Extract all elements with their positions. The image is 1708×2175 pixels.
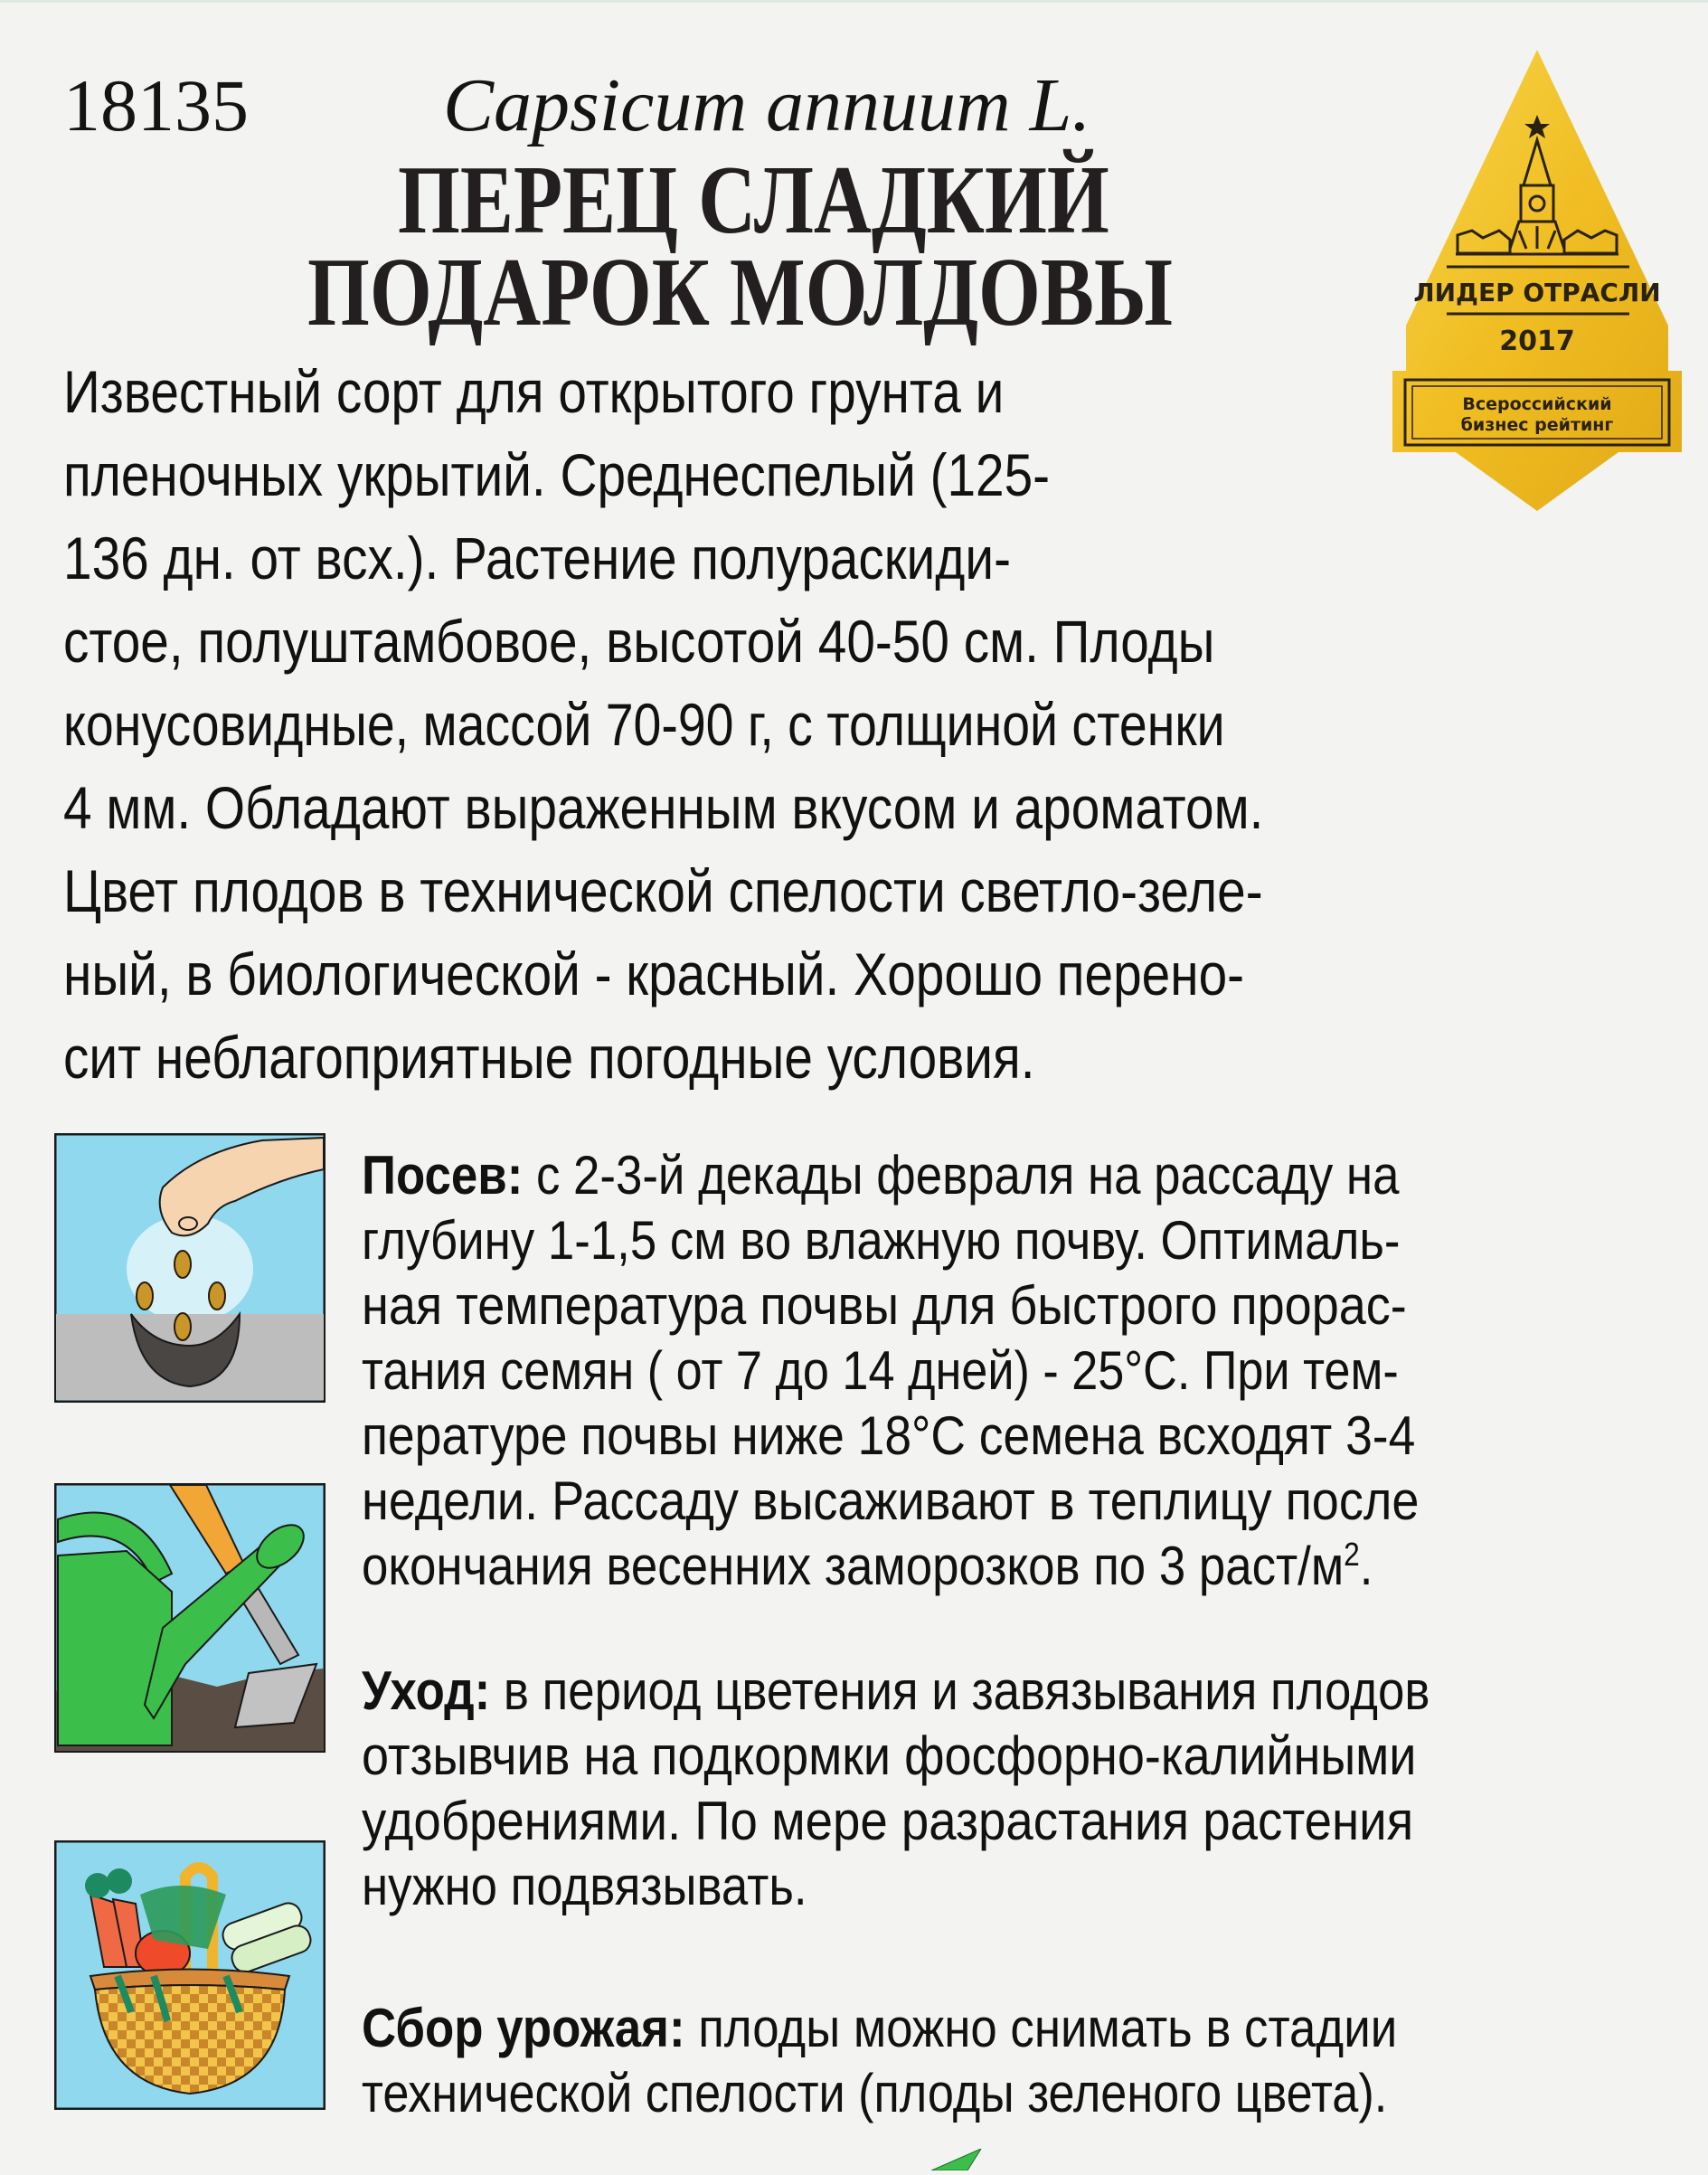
description-line: сит неблагоприятные погодные условия. <box>63 1024 1035 1091</box>
product-code: 18135 <box>63 64 249 147</box>
description-line: Известный сорт для открытого грунта и <box>63 358 1005 425</box>
description-line: 136 дн. от всх.). Растение полураскиди- <box>63 525 1011 591</box>
product-title-line2: ПОДАРОК МОЛДОВЫ <box>307 239 1173 346</box>
sowing-line: глубину 1-1,5 см во влажную почву. Оптималь- <box>362 1210 1401 1271</box>
harvest-line: Сбор урожая: плоды можно снимать в стадии <box>362 1998 1398 2058</box>
care-line: Уход: в период цветения и завязывания плодов <box>362 1660 1430 1721</box>
description-line: ный, в биологической - красный. Хорошо перено- <box>63 941 1245 1007</box>
harvest-line: технической спелости (плоды зеленого цвета). <box>362 2063 1388 2123</box>
description-line: конусовидные, массой 70-90 г, с толщиной стенки <box>63 691 1225 758</box>
sowing-line: недели. Рассаду высаживают в теплицу после <box>362 1470 1420 1531</box>
industry-leader-badge <box>1392 50 1682 511</box>
top-edge <box>0 0 1708 3</box>
product-title-line1: ПЕРЕЦ СЛАДКИЙ <box>398 147 1109 254</box>
care-line: удобрениями. По мере разрастания растения <box>362 1791 1414 1851</box>
sowing-line: пературе почвы ниже 18°С семена всходят 3-4 <box>362 1405 1416 1466</box>
sowing-line: Посев: с 2-3-й декады февраля на рассаду на <box>362 1145 1400 1206</box>
description-line: стое, полуштамбовое, высотой 40-50 см. Плоды <box>63 608 1215 675</box>
description-line: Цвет плодов в технической спелости светло-зеле- <box>63 857 1263 924</box>
badge-title: ЛИДЕР ОТРАСЛИ <box>1413 278 1661 307</box>
sowing-line: тания семян ( от 7 до 14 дней) - 25°С. При тем- <box>362 1340 1399 1401</box>
description-line: пленочных укрытий. Среднеспелый (125- <box>63 441 1051 508</box>
harvest-label: Сбор урожая: <box>362 1998 685 2058</box>
sowing-seeds-icon <box>54 1133 326 1403</box>
badge-subtitle-line2: бизнес рейтинг <box>1460 415 1614 435</box>
sowing-line: окончания весенних заморозков по 3 раст/$м^2$. <box>362 1536 1373 1596</box>
badge-subtitle-line1: Всероссийский <box>1462 394 1612 414</box>
care-line: отзывчив на подкормки фосфорно-калийными <box>362 1726 1417 1786</box>
sowing-line: ная температура почвы для быстрого прорас- <box>362 1275 1407 1336</box>
watering-can-hoe-icon <box>54 1483 326 1753</box>
latin-name: Capsicum annuum L. <box>443 63 1091 147</box>
sowing-label: Посев: <box>362 1145 524 1206</box>
badge-year: 2017 <box>1499 326 1575 357</box>
care-label: Уход: <box>362 1660 491 1721</box>
description-line: 4 мм. Обладают выраженным вкусом и ароматом. <box>63 774 1264 841</box>
care-line: нужно подвязывать. <box>362 1856 807 1916</box>
leaf-decoration-icon <box>931 2149 986 2175</box>
vegetable-basket-icon <box>54 1840 326 2110</box>
